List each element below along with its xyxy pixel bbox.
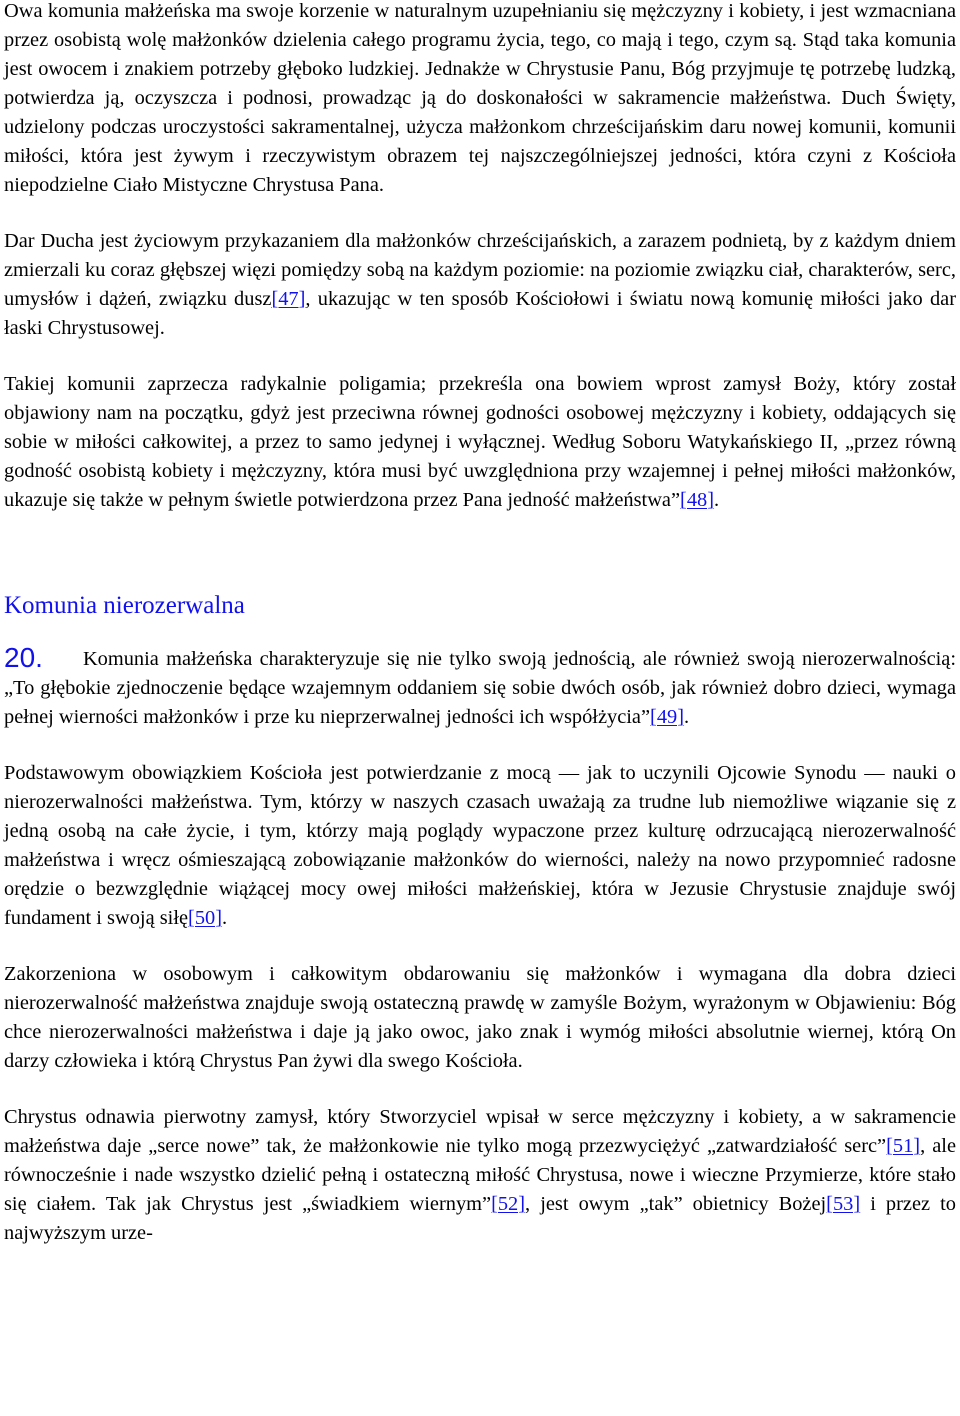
paragraph-text: Komunia małżeńska charakteryzuje się nie tylko swoją jednością, ale również swoją nierozerwalnością: „To głębokie zjednoczenie będące wzajemnym oddaniem się sobie dwóch osób, jak również dobro dzieci, wymaga pełnej wierności małżonków i prze ku nieprzerwalnej jedności ich współżycia” bbox=[4, 648, 956, 728]
paragraph-text: . bbox=[684, 706, 690, 728]
document-page bbox=[4, 0, 956, 1248]
footnote-link-53[interactable]: [53] bbox=[826, 1193, 861, 1215]
paragraph-number: 20. bbox=[4, 642, 43, 673]
paragraph-text: Zakorzeniona w osobowym i całkowitym obdarowaniu się małżonków i wymagana dla dobra dzieci nierozerwalność małżeństwa znajduje swoją ostateczną prawdę w zamyśle Bożym, wyrażonym w Objawieniu: Bóg chce nierozerwalności małżeństwa i daje ją jako owoc, jako znak i wymóg miłości absolutnie wiernej, którą On darzy człowieka i którą Chrystus Pan żywi dla swego Kościoła. bbox=[4, 963, 956, 1072]
footnote-link-48[interactable]: [48] bbox=[680, 489, 715, 511]
paragraph-polygamy bbox=[4, 370, 956, 515]
paragraph-text: i przez to najwyższym urze- bbox=[4, 1193, 956, 1244]
paragraph-marital-communion-roots bbox=[4, 0, 956, 200]
paragraph-gift-of-spirit bbox=[4, 227, 956, 343]
paragraph-text: Owa komunia małżeńska ma swoje korzenie w naturalnym uzupełnianiu się mężczyzny i kobiety, i jest wzmacniana przez osobistą wolę małżonków dzielenia całego programu życia, tego, co mają i tego, czym są. Stąd taka komunia jest owocem i znakiem potrzeby głęboko ludzkiej. Jednakże w Chrystusie Panu, Bóg przyjmuje tę potrzebę ludzką, potwierdza ją, oczyszcza i podnosi, prowadząc ją do doskonałości w sakramencie małżeństwa. Duch Święty, udzielony podczas uroczystości sakramentalnej, użycza małżonkom chrześcijańskim daru nowej komunii, komunii miłości, która jest żywym i rzeczywistym obrazem tej najszczególniejszej jedności, która czyni z Kościoła niepodzielne Ciało Mistyczne Chrystusa Pana. bbox=[4, 0, 956, 196]
paragraph-text: . bbox=[714, 489, 720, 511]
paragraph-text: Dar Ducha jest życiowym przykazaniem dla małżonków chrześcijańskich, a zarazem podnietą, by z każdym dniem zmierzali ku coraz głębszej więzi pomiędzy sobą na każdym poziomie: na poziomie związku ciał, charakterów, serc, umysłów i dążeń, związku dusz bbox=[4, 230, 956, 310]
paragraph-church-duty bbox=[4, 759, 956, 933]
paragraph-text: , jest owym „tak” obietnicy Bożej bbox=[525, 1193, 827, 1215]
section-heading: Komunia nierozerwalna bbox=[4, 592, 245, 619]
paragraph-text: . bbox=[222, 907, 228, 929]
footnote-link-51[interactable]: [51] bbox=[886, 1135, 921, 1157]
paragraph-text: Podstawowym obowiązkiem Kościoła jest potwierdzanie z mocą — jak to uczynili Ojcowie Synodu — nauki o nierozerwalności małżeństwa. Tym, którzy w naszych czasach uważają za trudne lub niemożliwe wiązanie się z jedną osobą na całe życie, i tym, którzy mają poglądy wypaczone przez kulturę odrzucającą nierozerwalność małżeństwa i wręcz ośmieszającą zobowiązanie małżonków do wierności, należy na nowo przypomnieć radosne orędzie o bezwzględnie wiążącej mocy owej miłości małżeńskiej, która w Jezusie Chrystusie znajduje swój fundament i swoją siłę bbox=[4, 762, 956, 929]
paragraph-christ-renews bbox=[4, 1103, 956, 1248]
footnote-link-50[interactable]: [50] bbox=[188, 907, 223, 929]
paragraph-text: Chrystus odnawia pierwotny zamysł, który Stworzyciel wpisał w serce mężczyzny i kobiety, a w sakramencie małżeństwa daje „serce nowe” tak, że małżonkowie nie tylko mogą przezwyciężyć „zatwardziałość serc” bbox=[4, 1106, 956, 1157]
paragraph-20-indissolubility bbox=[4, 643, 956, 732]
paragraph-rooted-in-gift bbox=[4, 960, 956, 1076]
footnote-link-52[interactable]: [52] bbox=[491, 1193, 526, 1215]
paragraph-text: , ukazując w ten sposób Kościołowi i światu nową komunię miłości jako dar łaski Chrystusowej. bbox=[4, 288, 956, 339]
paragraph-text: , ale równocześnie i nade wszystko dzielić pełną i ostateczną miłość Chrystusa, nowe i wieczne Przymierze, które stało się ciałem. Tak jak Chrystus jest „świadkiem wiernym” bbox=[4, 1135, 956, 1215]
footnote-link-49[interactable]: [49] bbox=[650, 706, 685, 728]
footnote-link-47[interactable]: [47] bbox=[271, 288, 306, 310]
paragraph-text: Takiej komunii zaprzecza radykalnie poligamia; przekreśla ona bowiem wprost zamysł Boży, który został objawiony nam na początku, gdyż jest przeciwna równej godności osobowej mężczyzny i kobiety, oddających się sobie w miłości całkowitej, a przez to samo jedynej i wyłącznej. Według Soboru Watykańskiego II, „przez równą godność osobistą kobiety i mężczyzny, która musi być uwzględniona przy wzajemnej i pełnej miłości małżonków, ukazuje się także w pełnym świetle potwierdzona przez Pana jedność małżeństwa” bbox=[4, 373, 956, 511]
